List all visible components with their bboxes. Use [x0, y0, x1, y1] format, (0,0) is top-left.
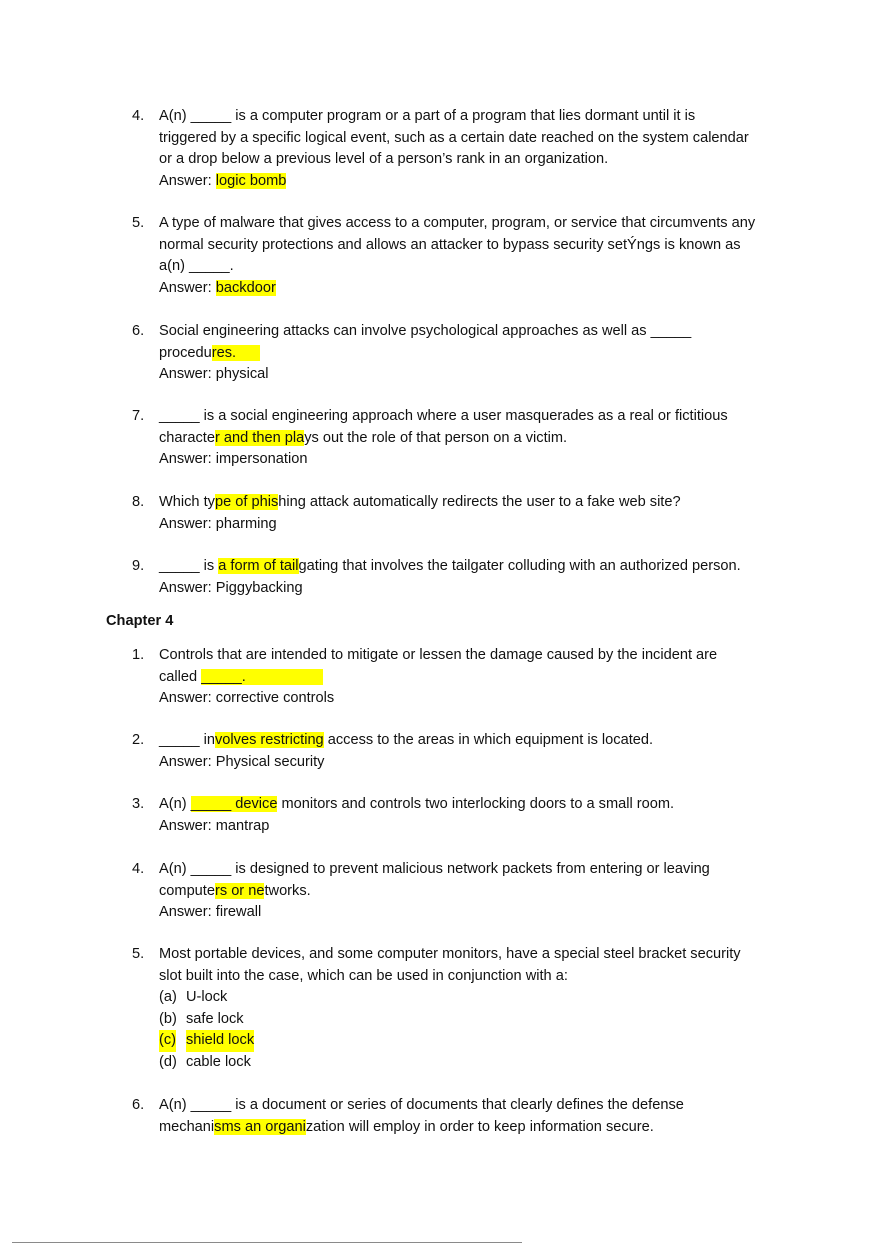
question-line	[159, 321, 691, 343]
highlighted-text: sms an organi	[214, 1118, 306, 1135]
text-segment: access to the areas in which equipment is located.	[323, 732, 654, 748]
text-segment: a(n) _____.	[159, 258, 234, 274]
text-segment: Answer: Physical security	[159, 753, 325, 770]
question-line	[159, 578, 303, 600]
highlighted-text: rs or ne	[214, 882, 265, 899]
text-segment: Controls that are intended to mitigate or lessen the damage caused by the incident are	[159, 647, 718, 663]
question-line	[159, 752, 324, 774]
footer-divider	[12, 1242, 522, 1243]
text-segment: monitors and controls two interlocking doors to a small room.	[277, 796, 675, 812]
question-number: 5.	[132, 946, 145, 962]
question-line	[159, 966, 568, 988]
question-line	[159, 235, 741, 257]
option-text-selected: shield lock	[186, 1030, 254, 1052]
question-line	[159, 171, 286, 193]
question-line	[159, 881, 311, 903]
text-segment: Answer: Piggybacking	[159, 579, 303, 596]
text-segment: Most portable devices, and some computer monitors, have a special steel bracket security	[159, 946, 741, 962]
question-line	[159, 794, 674, 816]
question-line	[159, 128, 749, 150]
question-line	[159, 428, 567, 450]
question-line	[159, 859, 710, 881]
highlighted-text: a form of tail	[218, 558, 299, 574]
option-label: (d)	[159, 1053, 177, 1070]
text-segment: Answer: mantrap	[159, 817, 270, 834]
highlighted-text: _____.	[201, 668, 323, 685]
question-line	[159, 556, 741, 578]
question-line	[159, 364, 269, 386]
question-line	[159, 645, 717, 667]
question-line	[159, 1095, 684, 1117]
question-line	[159, 149, 608, 171]
text-segment: Answer: impersonation	[159, 451, 308, 467]
question-number: 3.	[132, 796, 145, 812]
question-line	[159, 213, 755, 235]
text-segment: Which ty	[159, 494, 215, 510]
highlighted-text: logic bomb	[215, 172, 287, 189]
question-line	[159, 449, 307, 471]
question-line	[159, 256, 234, 278]
text-segment: A(n) _____ is a document or series of documents that clearly defines the defense	[159, 1097, 684, 1113]
question-number: 1.	[132, 647, 145, 663]
text-segment: Answer: firewall	[159, 904, 262, 920]
text-segment: A(n) _____ is designed to prevent malicious network packets from entering or leaving	[159, 861, 710, 877]
option-text: U-lock	[186, 989, 228, 1005]
text-segment: _____ is a social engineering approach where a user masquerades as a real or fictitious	[159, 408, 728, 424]
text-segment: Social engineering attacks can involve psychological approaches as well as _____	[159, 323, 692, 339]
option-text: safe lock	[186, 1010, 244, 1027]
text-segment: Answer:	[159, 172, 216, 189]
option-label: (a)	[159, 989, 177, 1005]
question-line	[159, 343, 260, 365]
question-number: 2.	[132, 732, 145, 748]
text-segment: compute	[159, 882, 215, 899]
option-text: cable lock	[186, 1053, 251, 1070]
option-label: (c)	[159, 1030, 176, 1052]
text-segment: Answer: pharming	[159, 515, 277, 532]
text-segment: A(n) _____ is a computer program or a part of a program that lies dormant until it is	[159, 108, 696, 124]
question-line	[159, 944, 741, 966]
highlighted-text: res.	[211, 344, 261, 361]
question-line	[159, 816, 269, 838]
question-line	[159, 514, 277, 536]
text-segment: procedu	[159, 344, 212, 361]
question-line	[159, 688, 334, 710]
text-segment: slot built into the case, which can be used in conjunction with a:	[159, 967, 568, 984]
text-segment: hing attack automatically redirects the user to a fake web site?	[278, 494, 681, 510]
chapter-heading: Chapter 4	[106, 613, 174, 629]
text-segment: zation will employ in order to keep information secure.	[305, 1118, 654, 1135]
highlighted-text: volves restricting	[215, 732, 324, 748]
text-segment: ys out the role of that person on a victim.	[304, 429, 568, 446]
highlighted-text: backdoor	[215, 279, 276, 296]
text-segment: called	[159, 668, 202, 685]
question-number: 4.	[132, 861, 145, 877]
question-line	[159, 492, 681, 514]
question-line	[159, 730, 653, 752]
text-segment: _____ is	[159, 558, 219, 574]
question-number: 9.	[132, 558, 145, 574]
highlighted-text: _____ device	[190, 796, 278, 812]
question-line	[159, 667, 323, 689]
question-line	[159, 406, 728, 428]
text-segment: Answer:	[159, 279, 216, 296]
question-number: 8.	[132, 494, 145, 510]
text-segment: or a drop below a previous level of a person’s rank in an organization.	[159, 151, 609, 167]
highlighted-text: pe of phis	[214, 494, 279, 510]
question-number: 6.	[132, 1097, 145, 1113]
text-segment: mechani	[159, 1118, 215, 1135]
option-label: (b)	[159, 1010, 177, 1027]
question-line	[159, 902, 261, 924]
question-line	[159, 278, 276, 300]
text-segment: _____ in	[159, 732, 215, 748]
text-segment: characte	[159, 429, 215, 446]
highlighted-text: r and then pla	[214, 429, 305, 446]
question-number: 7.	[132, 408, 145, 424]
question-line	[159, 106, 695, 128]
text-segment: A(n)	[159, 796, 191, 812]
text-segment: A type of malware that gives access to a computer, program, or service that circumvents any	[159, 215, 756, 231]
text-segment: triggered by a specific logical event, such as a certain date reached on the system calendar	[159, 129, 749, 146]
text-segment: gating that involves the tailgater colluding with an authorized person.	[298, 558, 741, 574]
text-segment: normal security protections and allows an attacker to bypass security setÝngs is known as	[159, 236, 741, 253]
question-number: 6.	[132, 323, 145, 339]
question-number: 4.	[132, 108, 145, 124]
text-segment: Answer: corrective controls	[159, 690, 335, 706]
text-segment: Answer: physical	[159, 366, 269, 382]
text-segment: tworks.	[264, 882, 311, 899]
question-line	[159, 1117, 654, 1139]
question-number: 5.	[132, 215, 145, 231]
